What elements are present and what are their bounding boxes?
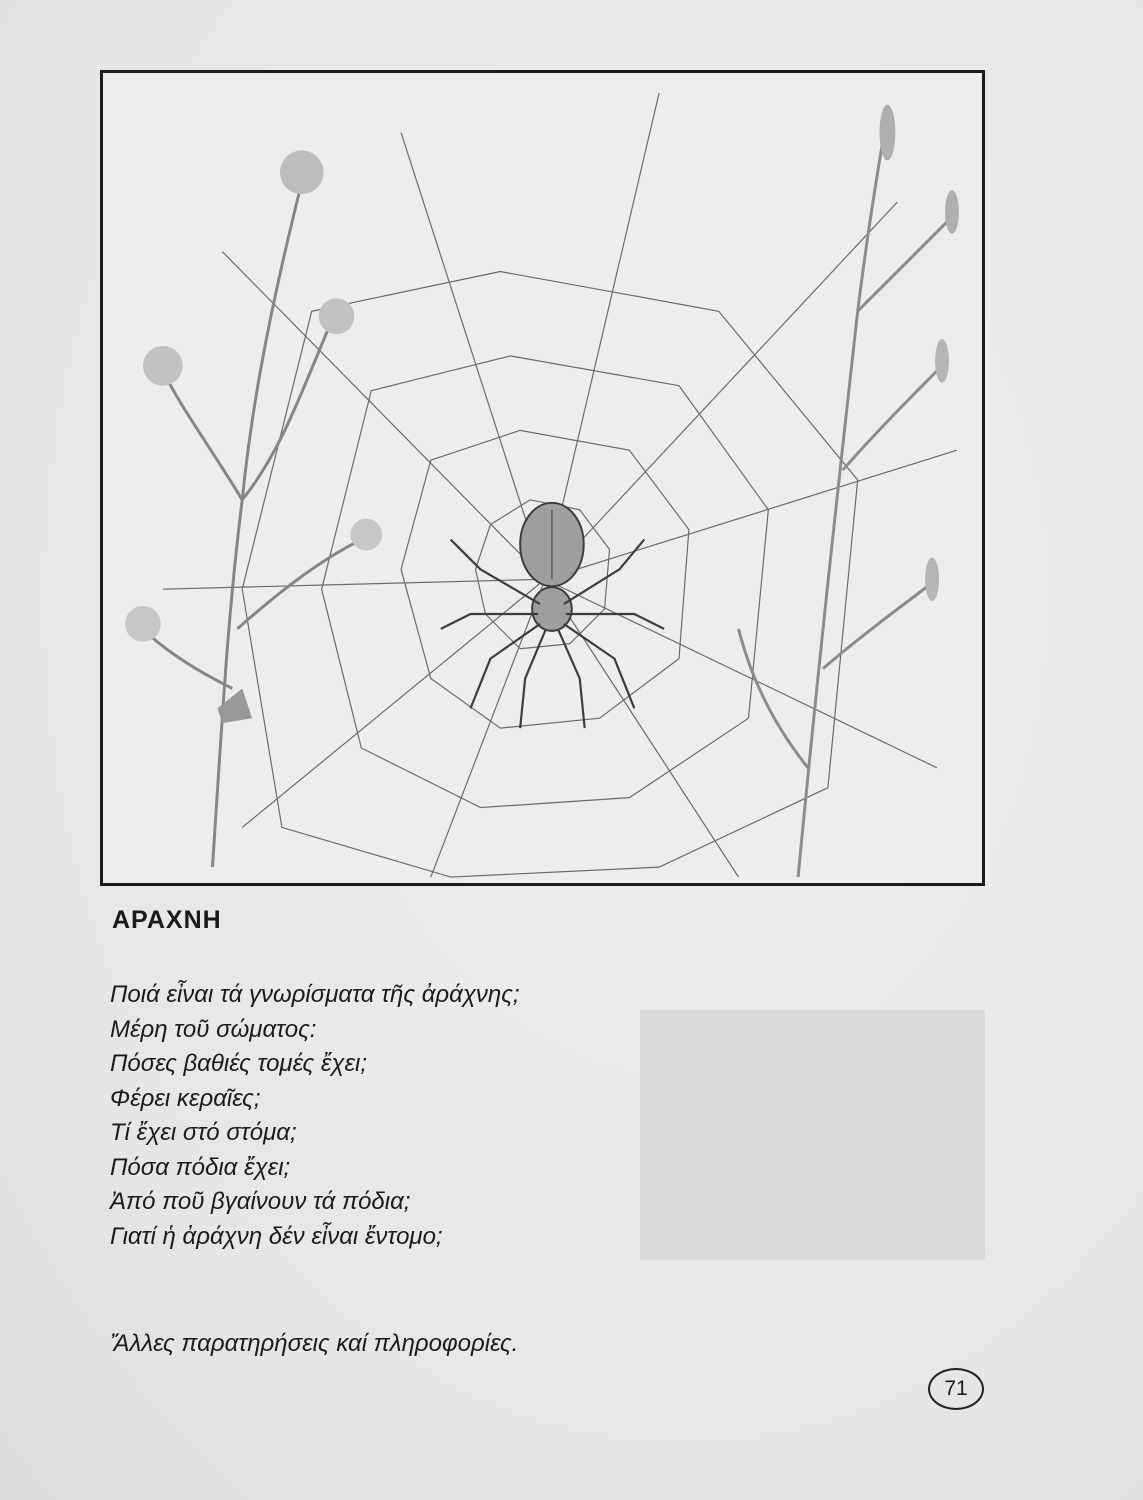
question-item: Φέρει κεραῖες; xyxy=(110,1084,261,1112)
question-item: Γιατί ἡ ἀράχνη δέν εἶναι ἔντομο; xyxy=(110,1222,443,1250)
page-number: 71 xyxy=(928,1368,984,1410)
left-plant-icon xyxy=(125,150,382,867)
question-item: Ἀπό ποῦ βγαίνουν τά πόδια; xyxy=(110,1188,411,1215)
question-item: Μέρη τοῦ σώματος: xyxy=(110,1015,317,1043)
spider-illustration xyxy=(100,70,985,886)
observations-prompt: Ἄλλες παρατηρήσεις καί πληροφορίες. xyxy=(110,1330,519,1357)
page-title: ΑΡΑΧΝΗ xyxy=(112,906,222,934)
right-plant-icon xyxy=(739,105,959,877)
question-item: Πόσες βαθιές τομές ἔχει; xyxy=(110,1050,368,1077)
question-list xyxy=(110,978,520,1254)
question-item: Τί ἔχει στό στόμα; xyxy=(110,1119,297,1146)
question-item: Ποιά εἶναι τά γνωρίσματα τῆς ἀράχνης; xyxy=(110,981,520,1008)
bleed-through-panel xyxy=(640,1010,985,1260)
question-item: Πόσα πόδια ἔχει; xyxy=(110,1153,291,1181)
